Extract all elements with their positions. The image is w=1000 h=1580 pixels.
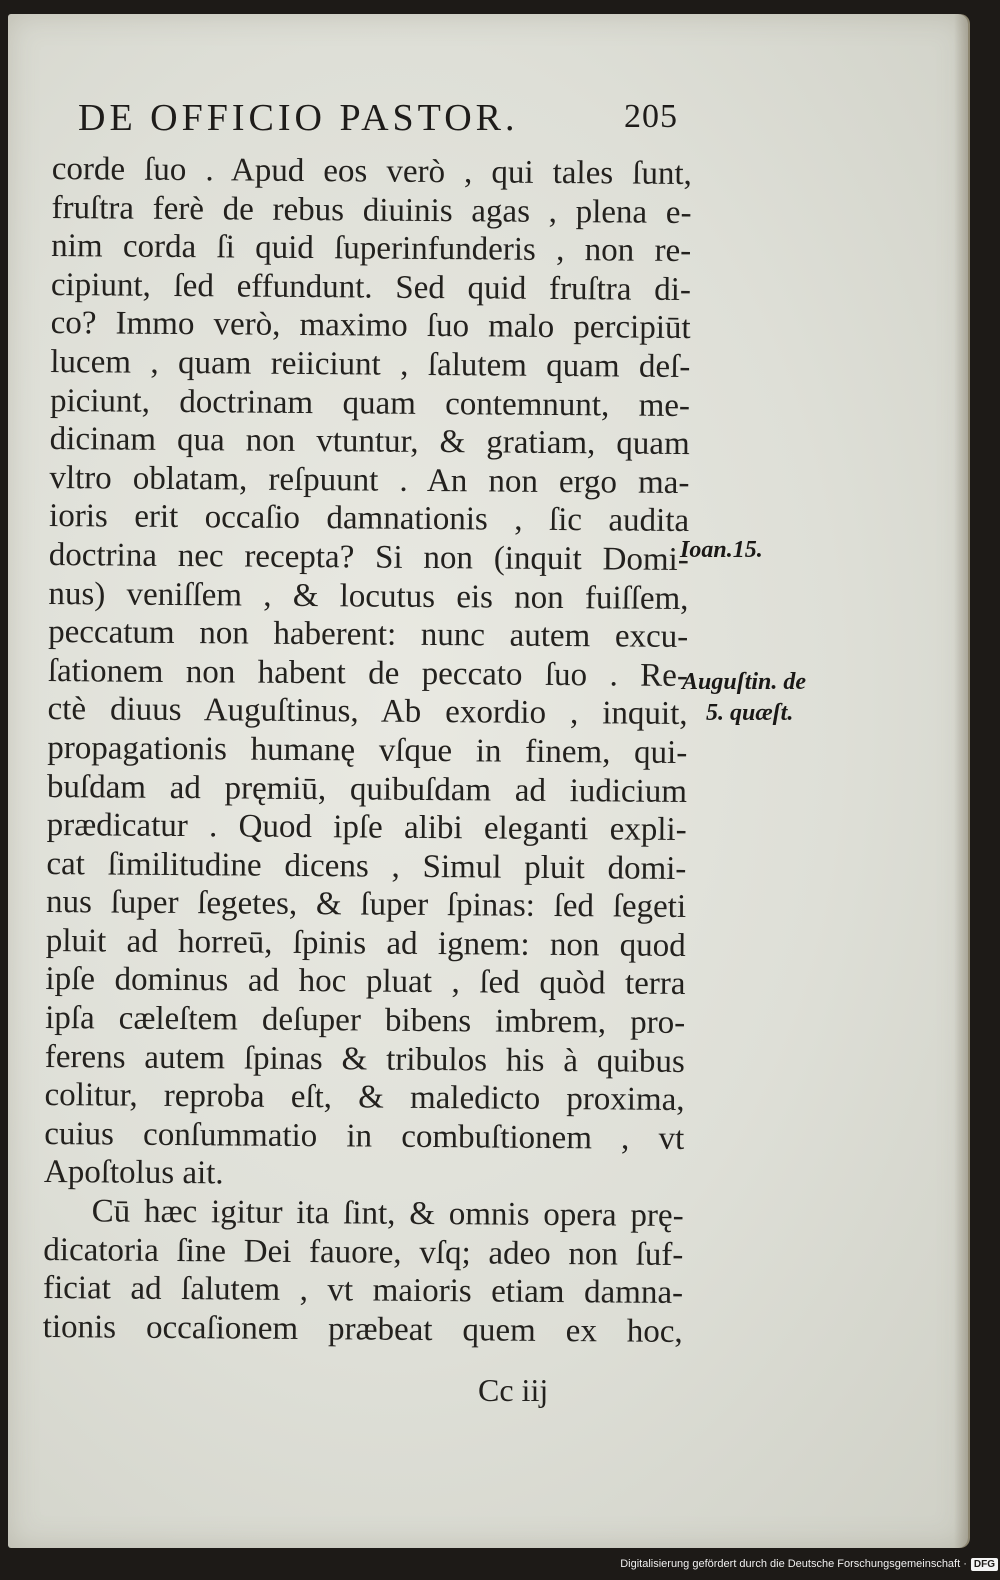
- text-line: cuius conſummatio in combuſtionem , vt: [44, 1115, 685, 1157]
- text-line: cat ſimilitudine dicens , Simul pluit domi-: [46, 845, 687, 887]
- text-line: ſationem non habent de peccato ſuo . Re-: [47, 652, 689, 694]
- text-line: doctrina nec recepta? Si non (inquit Domi-: [48, 536, 689, 578]
- text-line: peccatum non haberent: nunc autem excu-: [48, 614, 689, 656]
- text-line: nus) veniſſem , & locutus eis non fuiſſem,: [48, 575, 689, 617]
- text-line: dicinam qua non vtuntur, & gratiam, quam: [49, 421, 690, 463]
- page-header: [78, 96, 678, 144]
- text-line: vltro oblatam, reſpuunt . An non ergo ma-: [49, 459, 690, 501]
- text-line: ioris erit occaſio damnationis , ſic audita: [48, 498, 690, 540]
- marginal-note: 5. quæſt.: [706, 700, 794, 726]
- text-line: corde ſuo . Apud eos verò , qui tales ſunt,: [51, 150, 692, 193]
- text-line: Apoſtolus ait.: [43, 1154, 224, 1192]
- text-line: dicatoria ſine Dei fauore, vſq; adeo non ſuf-: [43, 1231, 684, 1273]
- text-line: ctè diuus Auguſtinus, Ab exordio , inquit,: [47, 691, 688, 733]
- text-line: nim corda ſi quid ſuperinfunderis , non re-: [51, 228, 692, 270]
- body-text: [43, 150, 692, 1351]
- text-line: piciunt, doctrinam quam contemnunt, me-: [49, 382, 691, 424]
- signature-mark: Cc iij: [478, 1372, 549, 1408]
- text-line: cipiunt, ſed effundunt. Sed quid fruſtra di-: [50, 266, 692, 308]
- text-line: co? Immo verò, maximo ſuo malo percipiūt: [50, 305, 691, 347]
- text-line: ficiat ad ſalutem , vt maioris etiam damna-: [42, 1270, 684, 1312]
- digitization-footer: [620, 1553, 998, 1575]
- text-line: ipſa cæleſtem deſuper bibens imbrem, pro-: [45, 1000, 686, 1042]
- dfg-logo: DFG: [971, 1558, 998, 1571]
- text-line: Cū hæc igitur ita ſint, & omnis opera prę-: [91, 1193, 684, 1235]
- marginal-note: Ioan.15.: [680, 537, 763, 563]
- text-line: buſdam ad pręmiū, quibuſdam ad iudicium: [46, 768, 688, 810]
- text-line: ipſe dominus ad hoc pluat , ſed quòd terra: [45, 961, 686, 1003]
- footer-credit: Digitalisierung gefördert durch die Deutsche Forschungsgemeinschaft ·: [620, 1558, 967, 1570]
- text-line: prædicatur . Quod ipſe alibi eleganti expli-: [46, 807, 687, 849]
- running-head: DE OFFICIO PASTOR.: [78, 97, 519, 139]
- page-edge-shadow: [954, 14, 968, 1548]
- text-line: pluit ad horreū, ſpinis ad ignem: non quod: [45, 922, 686, 964]
- page-number: 205: [624, 98, 678, 135]
- text-line: nus ſuper ſegetes, & ſuper ſpinas: ſed ſegeti: [45, 884, 687, 926]
- text-line: ferens autem ſpinas & tribulos his à quibus: [44, 1038, 686, 1080]
- text-line: fruſtra ferè de rebus diuinis agas , plena e-: [51, 189, 692, 231]
- text-line: tionis occaſionem præbeat quem ex hoc,: [42, 1308, 683, 1350]
- text-line: colitur, reproba eſt, & maledicto proxima,: [44, 1077, 685, 1119]
- text-line: propagationis humanę vſque in finem, qui-: [47, 729, 688, 771]
- marginal-note: Auguſtin. de: [682, 669, 807, 695]
- text-line: lucem , quam reiiciunt , ſalutem quam deſ-: [50, 343, 691, 385]
